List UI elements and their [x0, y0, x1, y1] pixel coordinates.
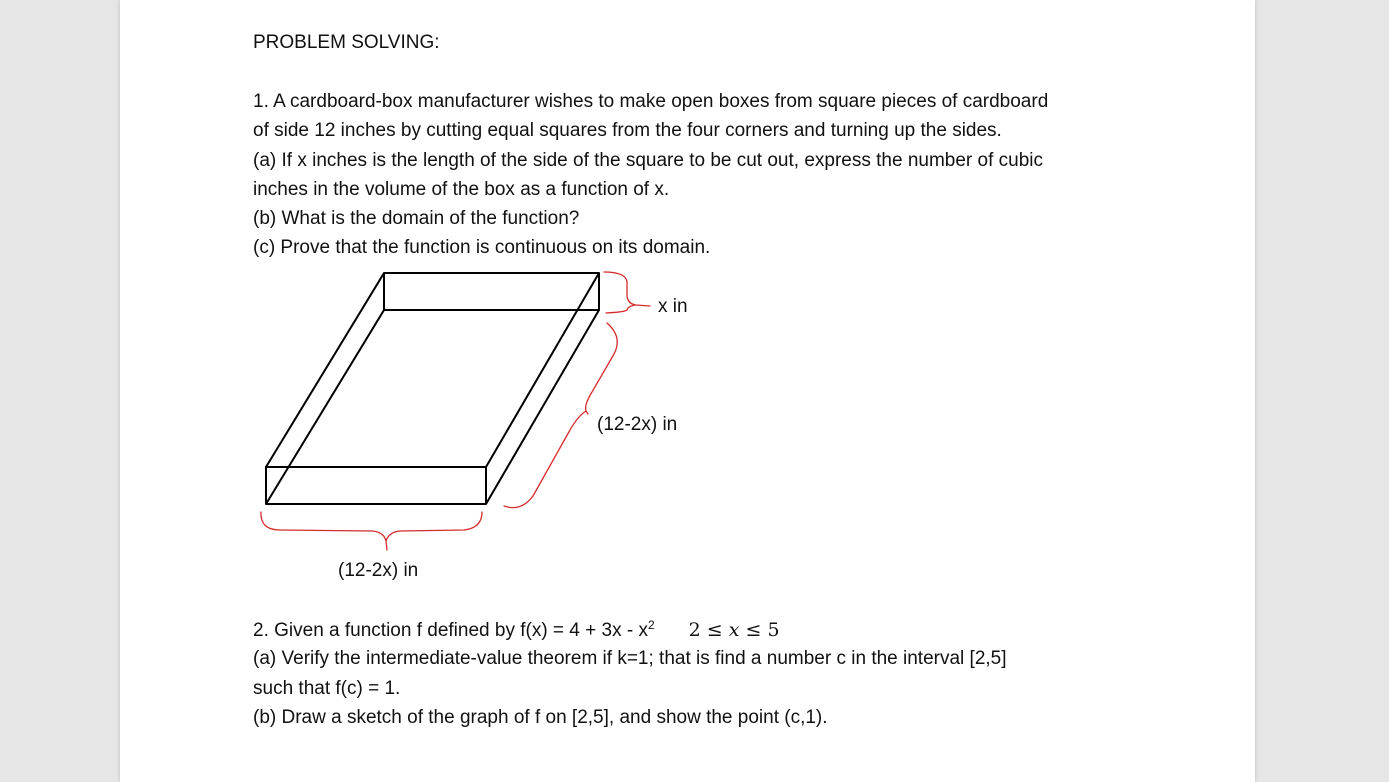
open-box-drawing [266, 273, 599, 504]
problem2-line [253, 618, 780, 643]
problem1-line: of side 12 inches by cutting equal squares from the four corners and turning up the sides. [253, 120, 1002, 141]
problem1-part-a: (a) If x inches is the length of the side of the square to be cut out, express the number of cubic [253, 150, 1044, 171]
domain-right: ≤ 5 [739, 619, 780, 641]
problem2-part-a-cont: such that f(c) = 1. [253, 678, 401, 699]
exponent: 2 [647, 618, 655, 632]
dimension-braces [261, 272, 650, 550]
box-edge-left-bottom [266, 310, 384, 504]
problem1-part-c: (c) Prove that the function is continuous on its domain. [253, 237, 711, 258]
box-edge-right-bottom [486, 310, 599, 504]
problem1-part-b: (b) What is the domain of the function? [253, 208, 580, 229]
box-edge-right-top [486, 273, 599, 467]
height-label: x in [658, 296, 688, 317]
box-edge-left-top [266, 273, 384, 467]
side-length-label: (12-2x) in [597, 414, 678, 435]
front-length-label: (12-2x) in [338, 560, 419, 581]
box-front-rim [266, 467, 486, 504]
document-page [120, 0, 1255, 782]
height-brace [604, 272, 650, 313]
domain-left: 2 ≤ [688, 619, 729, 641]
problem2-function: 2. Given a function f defined by f(x) = 4 + 3x - x [253, 620, 648, 641]
problem1-line: 1. A cardboard-box manufacturer wishes to make open boxes from square pieces of cardboard [253, 91, 1049, 112]
section-heading: PROBLEM SOLVING: [253, 32, 440, 53]
problem2-part-a: (a) Verify the intermediate-value theorem if k=1; that is find a number c in the interval [2,5] [253, 648, 1007, 669]
problem2-part-b: (b) Draw a sketch of the graph of f on [2,5], and show the point (c,1). [253, 707, 828, 728]
domain-variable: x [728, 619, 740, 641]
problem1-part-a-cont: inches in the volume of the box as a function of x. [253, 179, 670, 200]
domain-inequality [689, 618, 780, 642]
box-back-rim [384, 273, 599, 310]
front-brace [261, 512, 482, 550]
